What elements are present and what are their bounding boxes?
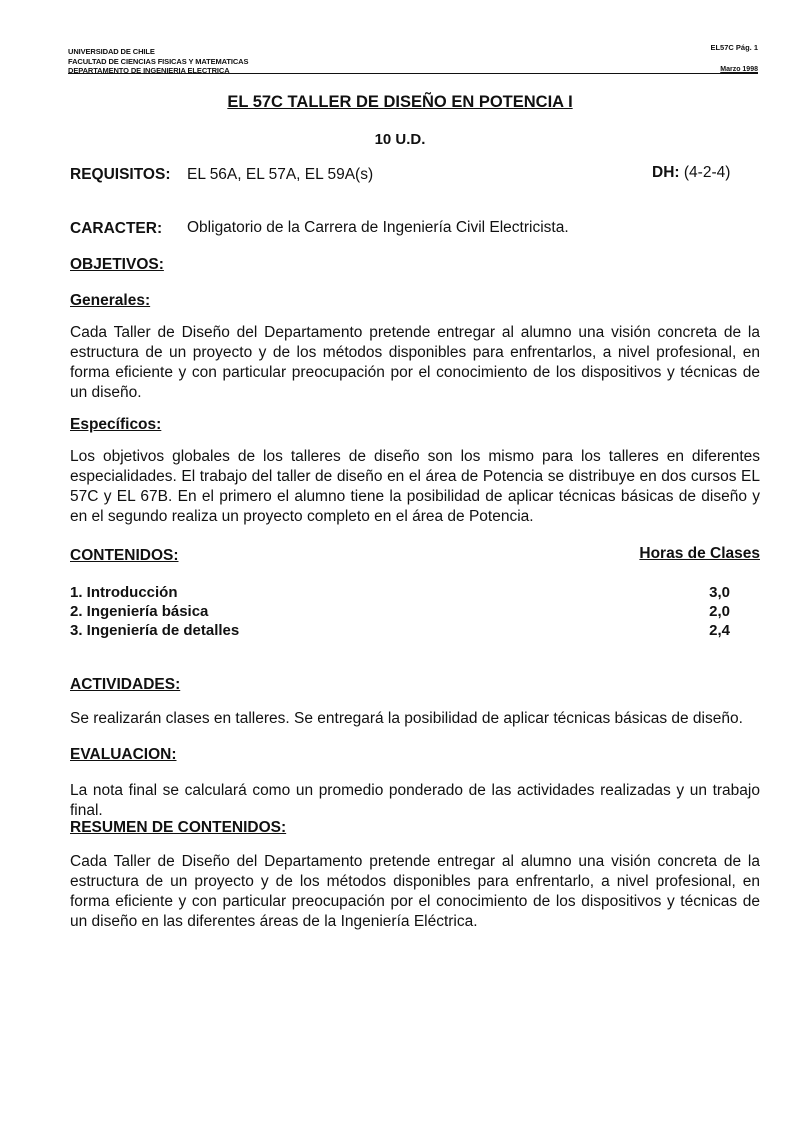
caracter-label: CARACTER:: [70, 220, 163, 237]
actividades-heading: ACTIVIDADES:: [70, 676, 181, 693]
dh-value: (4-2-4): [683, 164, 731, 181]
course-credits: 10 U.D.: [374, 131, 426, 148]
especificos-text: Los objetivos globales de los talleres de diseño son los mismo para los talleres en diferentes especialidades. El trabajo del taller de diseño en el área de Potencia se distribuye en dos cursos EL 57C y EL 67B. En el primero el alumno tiene la posibilidad de aplicar técnicas básicas de diseño y en el segundo realiza un proyecto completo en el área de Potencia.: [70, 448, 760, 525]
generales-text: Cada Taller de Diseño del Departamento pretende entregar al alumno una visión concreta de la estructura de un proyecto y de los métodos disponibles para enfrentarlos, a nivel profesional, en forma eficiente y con particular preocupación por el conocimiento de los dispositivos y técnicas de un diseño.: [70, 324, 760, 401]
topic-label: 2. Ingeniería básica: [70, 603, 209, 620]
topic-label: 3. Ingeniería de detalles: [70, 622, 240, 639]
requisitos-label: REQUISITOS:: [70, 166, 171, 183]
header-divider: [68, 73, 758, 74]
especificos-heading: Específicos:: [70, 416, 162, 433]
table-row: [70, 584, 730, 601]
topic-hours: 2,4: [709, 622, 730, 639]
dh-field: [652, 164, 730, 182]
contenidos-heading: CONTENIDOS:: [70, 547, 179, 564]
requisitos-value: EL 56A, EL 57A, EL 59A(s): [187, 166, 374, 183]
hours-heading: Horas de Clases: [639, 545, 760, 562]
evaluacion-heading: EVALUACION:: [70, 746, 177, 763]
table-row: [70, 603, 730, 620]
course-title: EL 57C TALLER DE DISEÑO EN POTENCIA I: [227, 93, 573, 111]
resumen-heading: RESUMEN DE CONTENIDOS:: [70, 819, 287, 836]
actividades-text: Se realizarán clases en talleres. Se entregará la posibilidad de aplicar técnicas básicas de diseño.: [70, 710, 743, 727]
topic-hours: 2,0: [709, 603, 730, 620]
evaluacion-text: La nota final se calculará como un promedio ponderado de las actividades realizadas y un trabajo final.: [70, 782, 760, 819]
faculty-name: FACULTAD DE CIENCIAS FISICAS Y MATEMATICAS: [68, 56, 249, 66]
department-name: DEPARTAMENTO DE INGENIERIA ELECTRICA: [68, 66, 230, 75]
dh-label: DH:: [652, 164, 680, 181]
topic-label: 1. Introducción: [70, 584, 178, 601]
page-reference: EL57C Pág. 1: [710, 43, 758, 52]
table-row: [70, 622, 730, 639]
generales-heading: Generales:: [70, 292, 151, 309]
topic-hours: 3,0: [709, 584, 730, 601]
resumen-text: Cada Taller de Diseño del Departamento pretende entregar al alumno una visión concreta de la estructura de un proyecto y de los métodos disponibles para enfrentarlo, a nivel profesional, en forma eficiente y con particular preocupación por el conocimiento de los dispositivos y técnicas de un diseño en las diferentes áreas de la Ingeniería Eléctrica.: [70, 853, 760, 930]
document-date: Marzo 1998: [720, 66, 758, 73]
objetivos-heading: OBJETIVOS:: [70, 256, 164, 273]
institution-header: [68, 47, 248, 76]
caracter-value: Obligatorio de la Carrera de Ingeniería Civil Electricista.: [187, 219, 569, 236]
university-name: UNIVERSIDAD DE CHILE: [68, 47, 155, 56]
